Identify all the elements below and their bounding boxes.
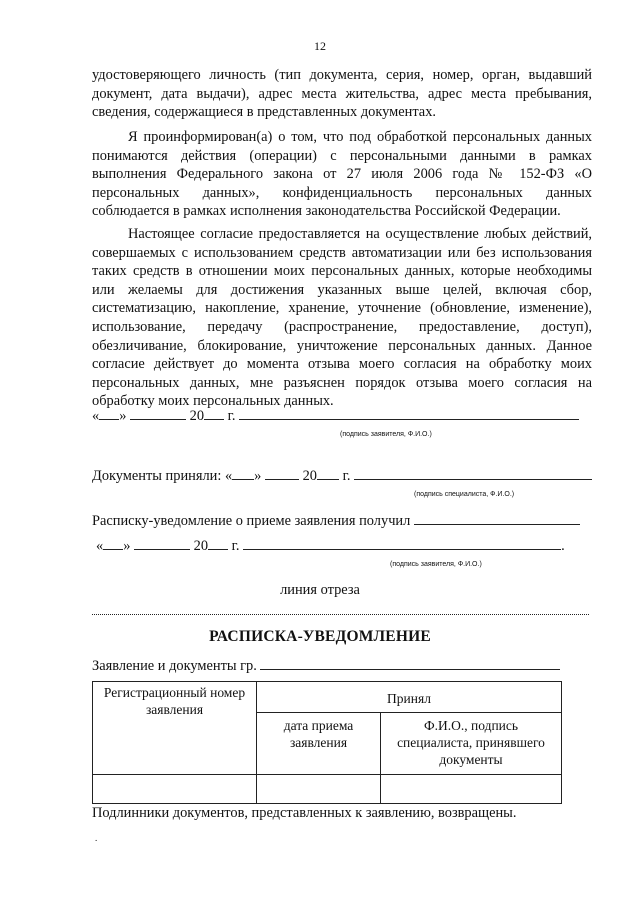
receipt-received-line [92, 511, 580, 530]
documents-accepted-line [92, 466, 592, 485]
end-mark: . [561, 538, 565, 554]
footer-note: Подлинники документов, представленных к заявлению, возвращены. [92, 805, 517, 821]
applicant-name-field[interactable] [260, 656, 560, 670]
receiver-signature-hint: (подпись заявителя, Ф.И.О.) [390, 561, 482, 568]
cut-line-label: линия отреза [280, 582, 360, 598]
col-specialist-header: Ф.И.О., подпись специалиста, принявшего документы [381, 713, 562, 775]
table-header-row [93, 682, 562, 713]
year-field[interactable] [204, 406, 224, 420]
day-field[interactable] [99, 406, 119, 420]
receipt-date-signature-line [96, 536, 565, 555]
month-field[interactable] [130, 406, 186, 420]
paragraph-consent: Настоящее согласие предоставляется на осуществление любых действий, совершаемых с использованием средств автоматизации или без использования таких средств в отношении моих персональных данных, которые необходимы или желаемы для достижения указанных выше целей, включая сбор, систематизацию, накопление, хранение, уточнение (обновление, изменение), использование, передачу (распространение, предоставление, доступ), обезличивание, блокирование, уничтожение персональных данных. Данное согласие действует до момента отзыва моего согласия на обработку моих персональных данных, мне разъяснен порядок отзыва моего согласия на обработку моих персональных данных. [92, 226, 592, 410]
receipt-received-label: Расписку-уведомление о приеме заявления получил [92, 513, 411, 529]
year-suffix: г. [231, 538, 240, 554]
signature-field[interactable] [354, 466, 592, 480]
year-field[interactable] [208, 536, 228, 550]
applicant-signature-hint: (подпись заявителя, Ф.И.О.) [340, 431, 432, 438]
signature-field[interactable] [243, 536, 561, 550]
month-field[interactable] [134, 536, 190, 550]
applicant-line [92, 656, 560, 675]
col-registration-number-header: Регистрационный номер заявления [93, 682, 257, 775]
close-quote: » [119, 408, 127, 424]
cut-line-divider [92, 614, 589, 615]
month-field[interactable] [265, 466, 299, 480]
receipt-table [92, 681, 562, 804]
close-quote: » [254, 468, 262, 484]
day-field[interactable] [103, 536, 123, 550]
applicant-line-label: Заявление и документы гр. [92, 658, 257, 674]
specialist-cell[interactable] [381, 775, 562, 804]
date-cell[interactable] [257, 775, 381, 804]
day-field[interactable] [232, 466, 254, 480]
documents-accepted-label: Документы приняли: « [92, 468, 233, 484]
signature-field[interactable] [239, 406, 579, 420]
open-quote: « [92, 408, 100, 424]
year-prefix: 20 [189, 408, 205, 424]
year-field[interactable] [317, 466, 339, 480]
registration-number-cell[interactable] [93, 775, 257, 804]
paragraph-informed: Я проинформирован(а) о том, что под обработкой персональных данных понимаются действия (операции) с персональными данными в рамках выполнения Федерального закона от 27 июля 2006 года № 152-ФЗ «О персональных данных», конфиденциальность персональных данных соблюдается в рамках исполнения законодательства Российской Федерации. [92, 129, 592, 220]
page-number: 12 [314, 39, 326, 53]
year-prefix: 20 [302, 468, 317, 484]
receiver-name-field[interactable] [414, 511, 580, 525]
stray-mark: . [95, 833, 98, 843]
receipt-title: РАСПИСКА-УВЕДОМЛЕНИЕ [209, 628, 431, 645]
applicant-signature-line [92, 406, 579, 425]
year-suffix: г. [227, 408, 236, 424]
open-quote: « [96, 538, 104, 554]
specialist-signature-hint: (подпись специалиста, Ф.И.О.) [414, 491, 515, 498]
year-suffix: г. [342, 468, 351, 484]
col-date-header: дата приема заявления [257, 713, 381, 775]
table-row [93, 775, 562, 804]
accepted-group-header: Принял [257, 682, 562, 713]
year-prefix: 20 [193, 538, 209, 554]
paragraph-identity-data: удостоверяющего личность (тип документа, серия, номер, орган, выдавший документ, дата выдачи), адрес места жительства, адрес места пребывания, сведения, содержащиеся в представленных документах. [92, 67, 592, 121]
close-quote: » [123, 538, 131, 554]
